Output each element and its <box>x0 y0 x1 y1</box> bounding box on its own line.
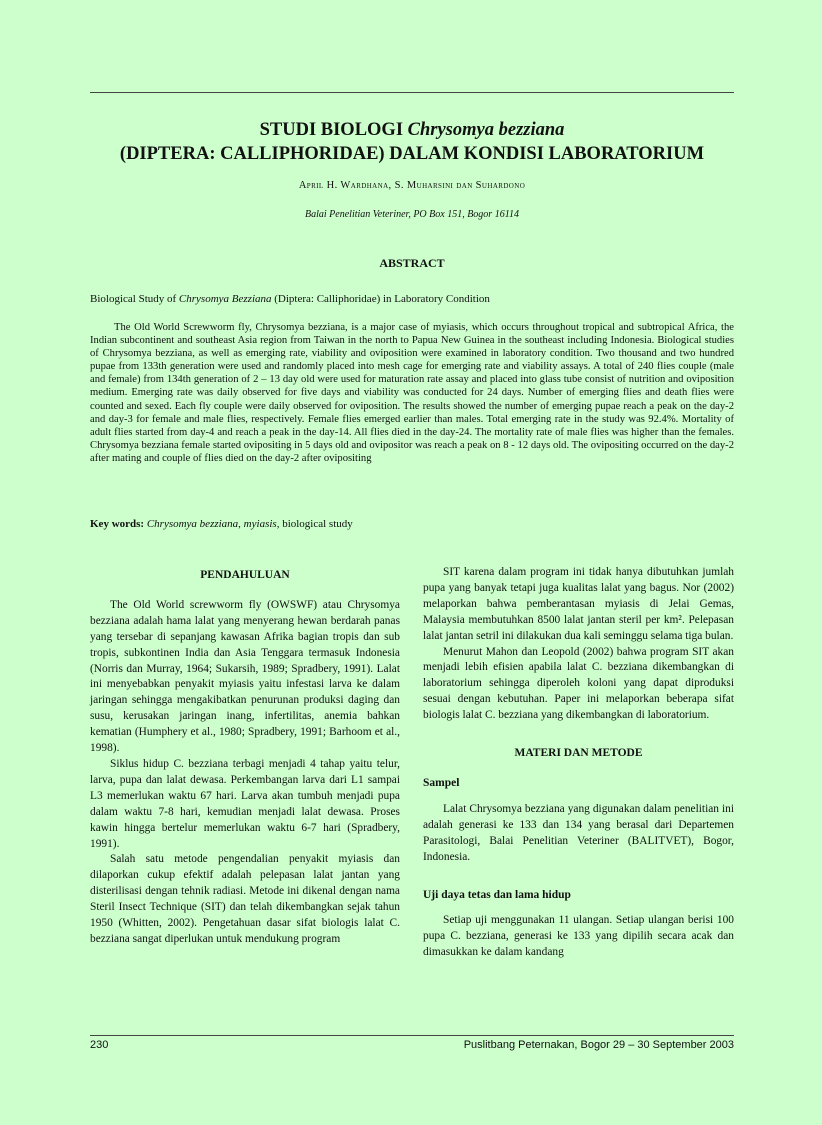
paragraph: The Old World screwworm fly (OWSWF) atau Chrysomya bezziana adalah hama lalat yang menyerang hewan berdarah panas yang tersebar di sepanjang kawasan Afrika bagian tropis dan sub tropis, subkontinen India dan Asia Tenggara termasuk Indonesia (Norris dan Murray, 1964; Sukarsih, 1989; Spradbery, 1991). Lalat ini menyebabkan penyakit myiasis yaitu infestasi larva ke dalam jaringan sehingga mengakibatkan penurunan produksi daging dan susu, kerusakan jaringan inang, infertilitas, anemia bahkan kematian (Humphery et al., 1980; Spradbery, 1991; Barhoom et al., 1998). <box>90 598 400 755</box>
title-species: Chrysomya bezziana <box>407 120 565 140</box>
keywords: Key words: Chrysomya bezziana, myiasis, biological study <box>90 518 353 530</box>
paragraph: Setiap uji menggunakan 11 ulangan. Setiap ulangan berisi 100 pupa C. bezziana, generasi ke 133 yang dipilih secara acak dan dimasukkan ke dalam kandang <box>423 914 734 959</box>
right-column <box>423 565 734 961</box>
paragraph: Menurut Mahon dan Leopold (2002) bahwa program SIT akan menjadi lebih efisien apabila lalat C. bezziana dikembangkan di laboratorium sehingga diperoleh koloni yang dapat diproduksi sesuai dengan kebutuhan. Paper ini melaporkan beberapa sifat biologis lalat C. bezziana yang dikembangkan di laboratorium. <box>423 645 734 722</box>
authors: April H. Wardhana, S. Muharsini dan Suhardono <box>298 180 526 191</box>
bottom-rule <box>90 1035 734 1036</box>
paragraph: SIT karena dalam program ini tidak hanya dibutuhkan jumlah pupa yang banyak tetapi juga kualitas lalat yang bagus. Nor (2002) melaporkan bahwa pemberantasan myiasis di Jelai Gemas, Malaysia membutuhkan 8500 lalat jantan steril per km². Pelepasan lalat jantan setril ini dilakukan dua kali seminggu selama tiga bulan. <box>423 566 734 642</box>
abstract-heading: ABSTRACT <box>379 256 445 270</box>
abstract-body: The Old World Screwworm fly, Chrysomya bezziana, is a major case of myiasis, which occurs throughout tropical and subtropical Africa, the Indian subcontinent and southeast Asia region from Taiwan in the north to Papua New Guinea in the southeast including Indonesia. Biological studies of Chrysomya bezziana, as well as emerging rate, viability and oviposition were examined in laboratory condition. Two thousand and two hundred pupae from 133th generation were used and randomly placed into mesh cage for emerging rate and viability assays. A total of 240 flies couple (male and female) from 134th generation of 2 – 13 day old were used for maturation rate assay and placed into glass tube consist of nutrition and oviposition medium. Emerging rate was daily observed for five days and viability was conducted for 24 days. Number of emerging flies and death flies were counted and sexed. Each fly couple were daily observed for oviposition. The results showed the number of emerging pupae reach a peak on the day-2 and day-3 for female and male flies, respectively. Female flies emerged earlier than males. Total emerging rate in the study was 92.4%. Mortality of adult flies started from day-4 and reach a peak in the day-14. All flies died in the day-24. The mortality rate of male flies was higher than the females. Chrysomya bezziana female started ovipositing in 5 days old and ovipositor was reach a peak on 8 - 12 days old. The ovipositing occurred on the day-2 after mating and couple of flies died on the day-2 after ovipositing <box>90 322 734 464</box>
subheading-sampel: Sampel <box>423 776 460 789</box>
footer-conference: Puslitbang Peternakan, Bogor 29 – 30 September 2003 <box>463 1039 734 1051</box>
page-number: 230 <box>90 1039 109 1051</box>
paper-title: STUDI BIOLOGI Chrysomya bezziana (DIPTERA: CALLIPHORIDAE) DALAM KONDISI LABORATORIUM <box>119 120 705 164</box>
left-column <box>90 562 400 948</box>
paragraph: Lalat Chrysomya bezziana yang digunakan dalam penelitian ini adalah generasi ke 133 dan 134 yang berasal dari Departemen Parasitologi, Balai Penelitian Veteriner (BALITVET), Bogor, Indonesia. <box>423 802 734 863</box>
paragraph: Salah satu metode pengendalian penyakit myiasis dan dilaporkan cukup efektif adalah pelepasan lalat jantan yang disterilisasi dengan tehnik radiasi. Metode ini dikenal dengan nama Steril Insect Technique (SIT) dan telah dikembangkan sejak tahun 1950 (Whitten, 2002). Pengetahuan dasar sifat biologis lalat C. bezziana sangat diperlukan untuk mendukung program <box>90 853 400 945</box>
affiliation: Balai Penelitian Veteriner, PO Box 151, Bogor 16114 <box>305 209 519 220</box>
section-heading-pendahuluan: PENDAHULUAN <box>200 569 290 581</box>
section-heading-materi: MATERI DAN METODE <box>514 747 643 760</box>
paragraph: Siklus hidup C. bezziana terbagi menjadi 4 tahap yaitu telur, larva, pupa dan lalat dewasa. Perkembangan larva dari L1 sampai L3 memerlukan waktu 67 hari. Larva akan tumbuh menjadi pupa dalam waktu 7-8 hari, kemudian menjadi lalat dewasa. Proses kawin hingga bertelur memerlukan waktu 6-7 hari (Spradbery, 1991). <box>90 757 400 850</box>
abstract-title: Biological Study of Chrysomya Bezziana (Diptera: Calliphoridae) in Laboratory Condition <box>90 293 490 305</box>
subheading-uji: Uji daya tetas dan lama hidup <box>423 888 571 901</box>
top-rule <box>90 92 734 93</box>
